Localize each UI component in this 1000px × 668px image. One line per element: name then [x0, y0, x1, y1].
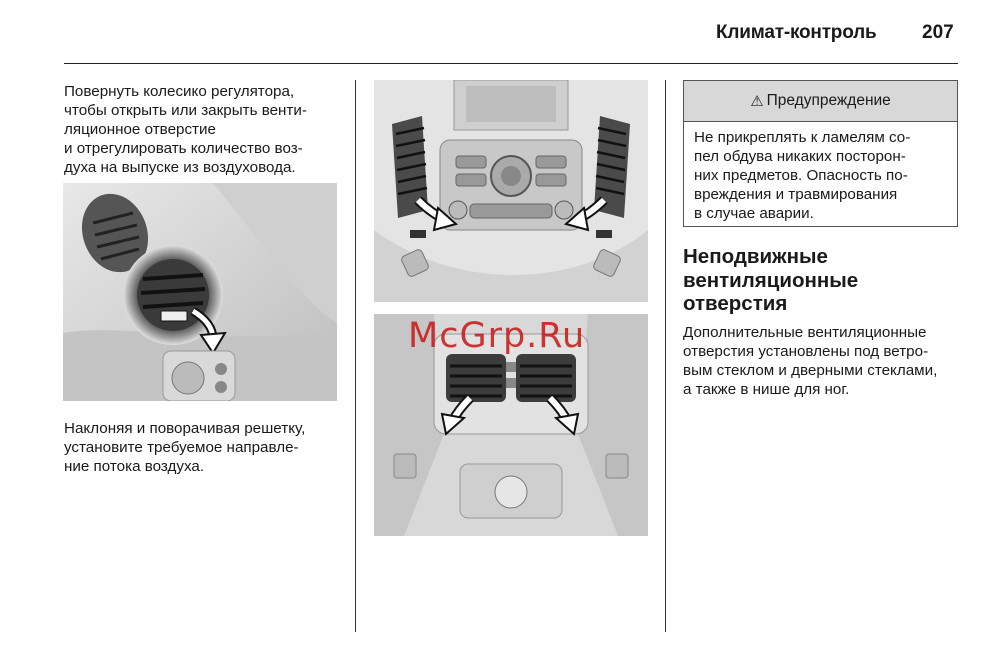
page-header-title: Климат-контроль	[716, 22, 877, 43]
paragraph-adjust-wheel	[64, 82, 307, 177]
photo-side-air-vent	[63, 183, 337, 401]
text-line: ние потока воздуха.	[64, 458, 205, 475]
text-line: пел обдува никаких посторон-	[694, 148, 906, 165]
page-number: 207	[922, 22, 954, 43]
text-line: Повернуть колесико регулятора,	[64, 83, 295, 100]
text-line: них предметов. Опасность по-	[694, 167, 908, 184]
text-line: а также в нише для ног.	[683, 381, 850, 398]
warning-triangle-icon: ⚠	[750, 92, 764, 110]
text-line: чтобы открыть или закрыть венти-	[64, 102, 307, 119]
text-line: ляционное отверстие	[64, 121, 216, 138]
text-line: Не прикреплять к ламелям со-	[694, 129, 911, 146]
column-divider-left	[355, 80, 356, 632]
heading-line: Неподвижные	[683, 245, 828, 268]
text-line: в случае аварии.	[694, 205, 814, 222]
text-line: и отрегулировать количество воз-	[64, 140, 303, 157]
heading-line: отверстия	[683, 292, 788, 315]
text-line: вым стеклом и дверными стеклами,	[683, 362, 938, 379]
warning-header	[684, 81, 957, 122]
paragraph-adjust-direction	[64, 419, 305, 476]
warning-box	[683, 80, 958, 227]
warning-title: Предупреждение	[766, 92, 891, 109]
header-divider	[64, 63, 958, 64]
column-divider-right	[665, 80, 666, 632]
warning-text	[684, 122, 957, 223]
text-line: установите требуемое направле-	[64, 439, 299, 456]
photo-center-console-vents	[374, 80, 648, 302]
text-line: отверстия установлены под ветро-	[683, 343, 929, 360]
text-line: вреждения и травмирования	[694, 186, 898, 203]
paragraph-fixed-vents	[683, 323, 937, 399]
heading-line: вентиляционные	[683, 268, 859, 292]
section-heading	[683, 245, 858, 316]
text-line: Дополнительные вентиляционные	[683, 324, 927, 341]
text-line: Наклоняя и поворачивая решетку,	[64, 420, 306, 437]
text-line: духа на выпуске из воздуховода.	[64, 159, 296, 176]
watermark: McGrp.Ru	[408, 316, 586, 356]
